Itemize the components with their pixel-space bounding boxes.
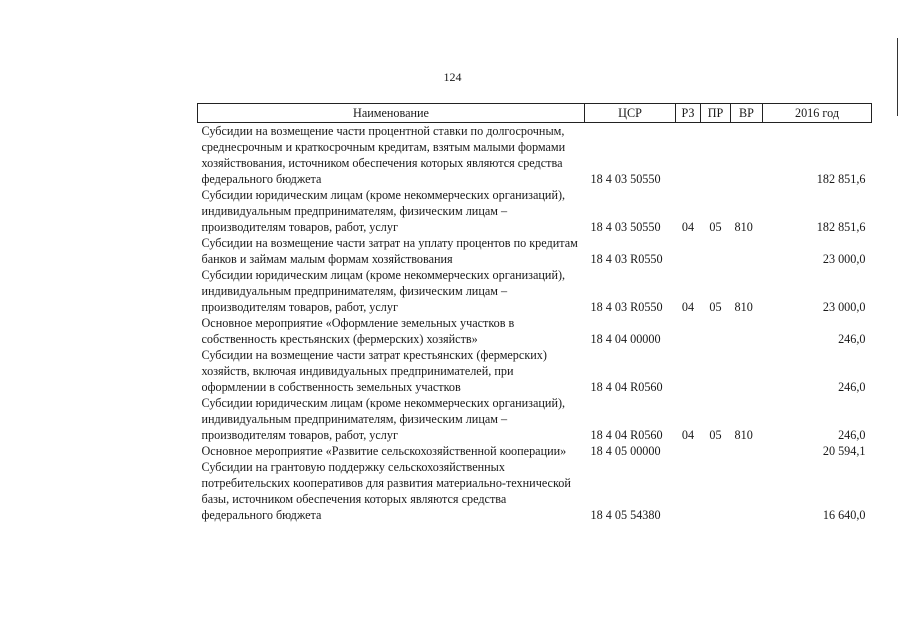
row-rz <box>676 347 701 395</box>
row-rz: 04 <box>681 300 695 314</box>
row-csr: 18 4 05 54380 <box>590 508 661 522</box>
table-row <box>198 267 872 315</box>
row-rz <box>676 459 701 523</box>
row-amount: 23 000,0 <box>822 300 866 314</box>
table-row <box>198 315 872 347</box>
table-row <box>198 459 872 523</box>
header-row <box>198 104 872 123</box>
row-vr <box>731 443 763 459</box>
table-row <box>198 443 872 459</box>
row-name: Субсидии на возмещение части процентной ставки по долгосрочным, среднесрочным и краткосрочным кредитам, взятым малыми формами хозяйствования, источником обеспечения которых являются средства федерального бюджета <box>201 124 566 186</box>
row-amount: 20 594,1 <box>822 444 866 458</box>
row-csr: 18 4 03 50550 <box>590 220 661 234</box>
row-csr: 18 4 03 R0550 <box>590 300 663 314</box>
row-vr <box>731 315 763 347</box>
page-number: 124 <box>443 70 462 84</box>
row-vr <box>731 347 763 395</box>
header-rz: РЗ <box>676 104 701 123</box>
row-csr: 18 4 03 R0550 <box>590 252 663 266</box>
header-name: Наименование <box>198 104 585 123</box>
row-pr: 05 <box>709 220 722 234</box>
row-pr <box>701 443 731 459</box>
row-amount: 16 640,0 <box>822 508 866 522</box>
row-pr <box>701 315 731 347</box>
row-vr: 810 <box>734 428 753 442</box>
table-row <box>198 187 872 235</box>
table-row <box>198 395 872 443</box>
header-csr: ЦСР <box>585 104 676 123</box>
row-vr <box>731 459 763 523</box>
row-pr: 05 <box>709 428 722 442</box>
table-row <box>198 235 872 267</box>
table-row <box>198 347 872 395</box>
row-amount: 246,0 <box>838 332 866 346</box>
scan-edge-mark <box>897 38 898 116</box>
table-row <box>198 123 872 188</box>
row-csr: 18 4 05 00000 <box>590 444 661 458</box>
table-body <box>198 123 872 524</box>
row-rz <box>676 443 701 459</box>
row-amount: 23 000,0 <box>822 252 866 266</box>
header-year: 2016 год <box>763 104 872 123</box>
row-vr <box>731 123 763 188</box>
header-pr: ПР <box>701 104 731 123</box>
row-csr: 18 4 04 R0560 <box>590 428 663 442</box>
row-csr: 18 4 04 R0560 <box>590 380 663 394</box>
row-pr <box>701 347 731 395</box>
row-pr <box>701 235 731 267</box>
row-amount: 246,0 <box>838 380 866 394</box>
row-rz: 04 <box>681 220 695 234</box>
row-name: Субсидии на возмещение части затрат на уплату процентов по кредитам банков и займам малым формам хозяйствования <box>201 236 578 266</box>
budget-table-container <box>197 103 871 523</box>
header-vr: ВР <box>731 104 763 123</box>
row-rz <box>676 235 701 267</box>
row-rz <box>676 123 701 188</box>
budget-table <box>197 103 872 523</box>
row-name: Субсидии юридическим лицам (кроме некоммерческих организаций), индивидуальным предпринимателям, физическим лицам – производителям товаров, работ, услуг <box>201 268 566 314</box>
row-name: Субсидии юридическим лицам (кроме некоммерческих организаций), индивидуальным предпринимателям, физическим лицам – производителям товаров, работ, услуг <box>201 188 566 234</box>
row-name: Основное мероприятие «Оформление земельных участков в собственность крестьянских (фермерских) хозяйств» <box>201 316 515 346</box>
row-csr: 18 4 03 50550 <box>590 172 661 186</box>
row-amount: 246,0 <box>838 428 866 442</box>
row-name: Основное мероприятие «Развитие сельскохозяйственной кооперации» <box>201 444 567 458</box>
row-name: Субсидии на грантовую поддержку сельскохозяйственных потребительских кооперативов для развития материально-технической базы, источником обеспечения которых являются средства федерального бюджета <box>201 460 571 522</box>
row-pr <box>701 459 731 523</box>
row-amount: 182 851,6 <box>816 172 866 186</box>
row-csr: 18 4 04 00000 <box>590 332 661 346</box>
row-name: Субсидии на возмещение части затрат крестьянских (фермерских) хозяйств, включая индивидуальных предпринимателей, при оформлении в собственность земельных участков <box>201 348 547 394</box>
row-vr: 810 <box>734 300 753 314</box>
row-name: Субсидии юридическим лицам (кроме некоммерческих организаций), индивидуальным предпринимателям, физическим лицам – производителям товаров, работ, услуг <box>201 396 566 442</box>
table-header <box>198 104 872 123</box>
row-rz <box>676 315 701 347</box>
row-vr: 810 <box>734 220 753 234</box>
row-amount: 182 851,6 <box>816 220 866 234</box>
row-pr: 05 <box>709 300 722 314</box>
row-vr <box>731 235 763 267</box>
row-pr <box>701 123 731 188</box>
row-rz: 04 <box>681 428 695 442</box>
